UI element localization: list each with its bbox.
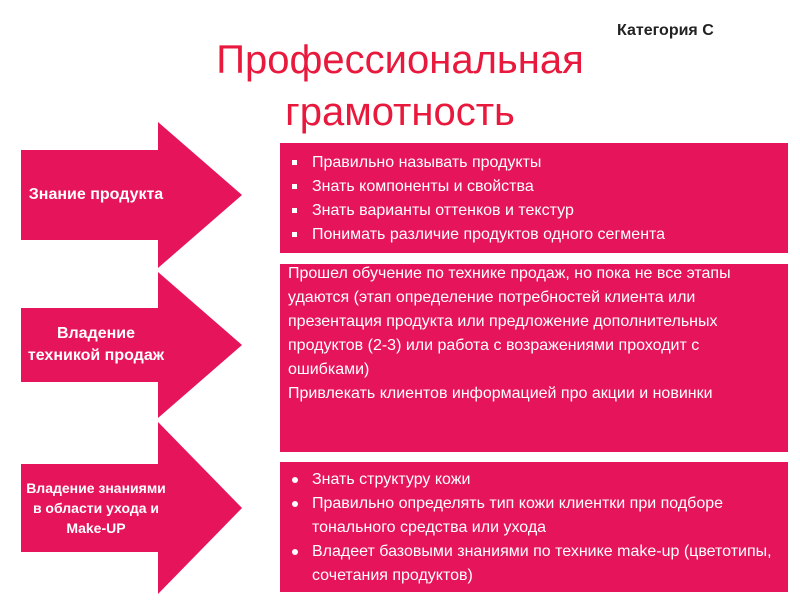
sales-technique-box	[280, 264, 788, 452]
category-label: Категория С	[617, 22, 714, 39]
care-makeup-list	[280, 468, 780, 588]
product-knowledge-list	[280, 151, 788, 247]
care-makeup-box	[280, 462, 788, 592]
list-item: Владеет базовыми знаниями по технике make-up (цветотипы, сочетания продуктов)	[280, 540, 780, 588]
arrow-care-makeup	[21, 422, 242, 594]
list-item: Знать варианты оттенков и текстур	[280, 199, 788, 223]
list-item: Понимать различие продуктов одного сегмента	[280, 223, 788, 247]
product-knowledge-box	[280, 143, 788, 253]
arrow-label-sales-technique: Владение техникой продаж	[27, 325, 165, 364]
title-line-1: Профессиональная	[216, 38, 584, 82]
arrow-product-knowledge	[21, 122, 242, 268]
list-item: Знать компоненты и свойства	[280, 175, 788, 199]
arrow-sales-technique	[21, 272, 242, 418]
paragraph: Прошел обучение по технике продаж, но пока не все этапы удаются (этап определение потребностей клиента или презентация продукта или предложение дополнительных продуктов (2-3) или работа с возражениями проходит с ошибками)	[288, 265, 731, 378]
list-item: Правильно называть продукты	[280, 151, 788, 175]
list-item: Знать структуру кожи	[280, 468, 780, 492]
title-line-2: грамотность	[285, 90, 515, 134]
list-item: Правильно определять тип кожи клиентки при подборе тонального средства или ухода	[280, 492, 780, 540]
arrow-label-product-knowledge: Знание продукта	[28, 186, 164, 203]
paragraph: Привлекать клиентов информацией про акции и новинки	[288, 385, 713, 402]
arrow-label-care-makeup: Владение знаниями в области ухода и Make-UP	[26, 480, 166, 536]
